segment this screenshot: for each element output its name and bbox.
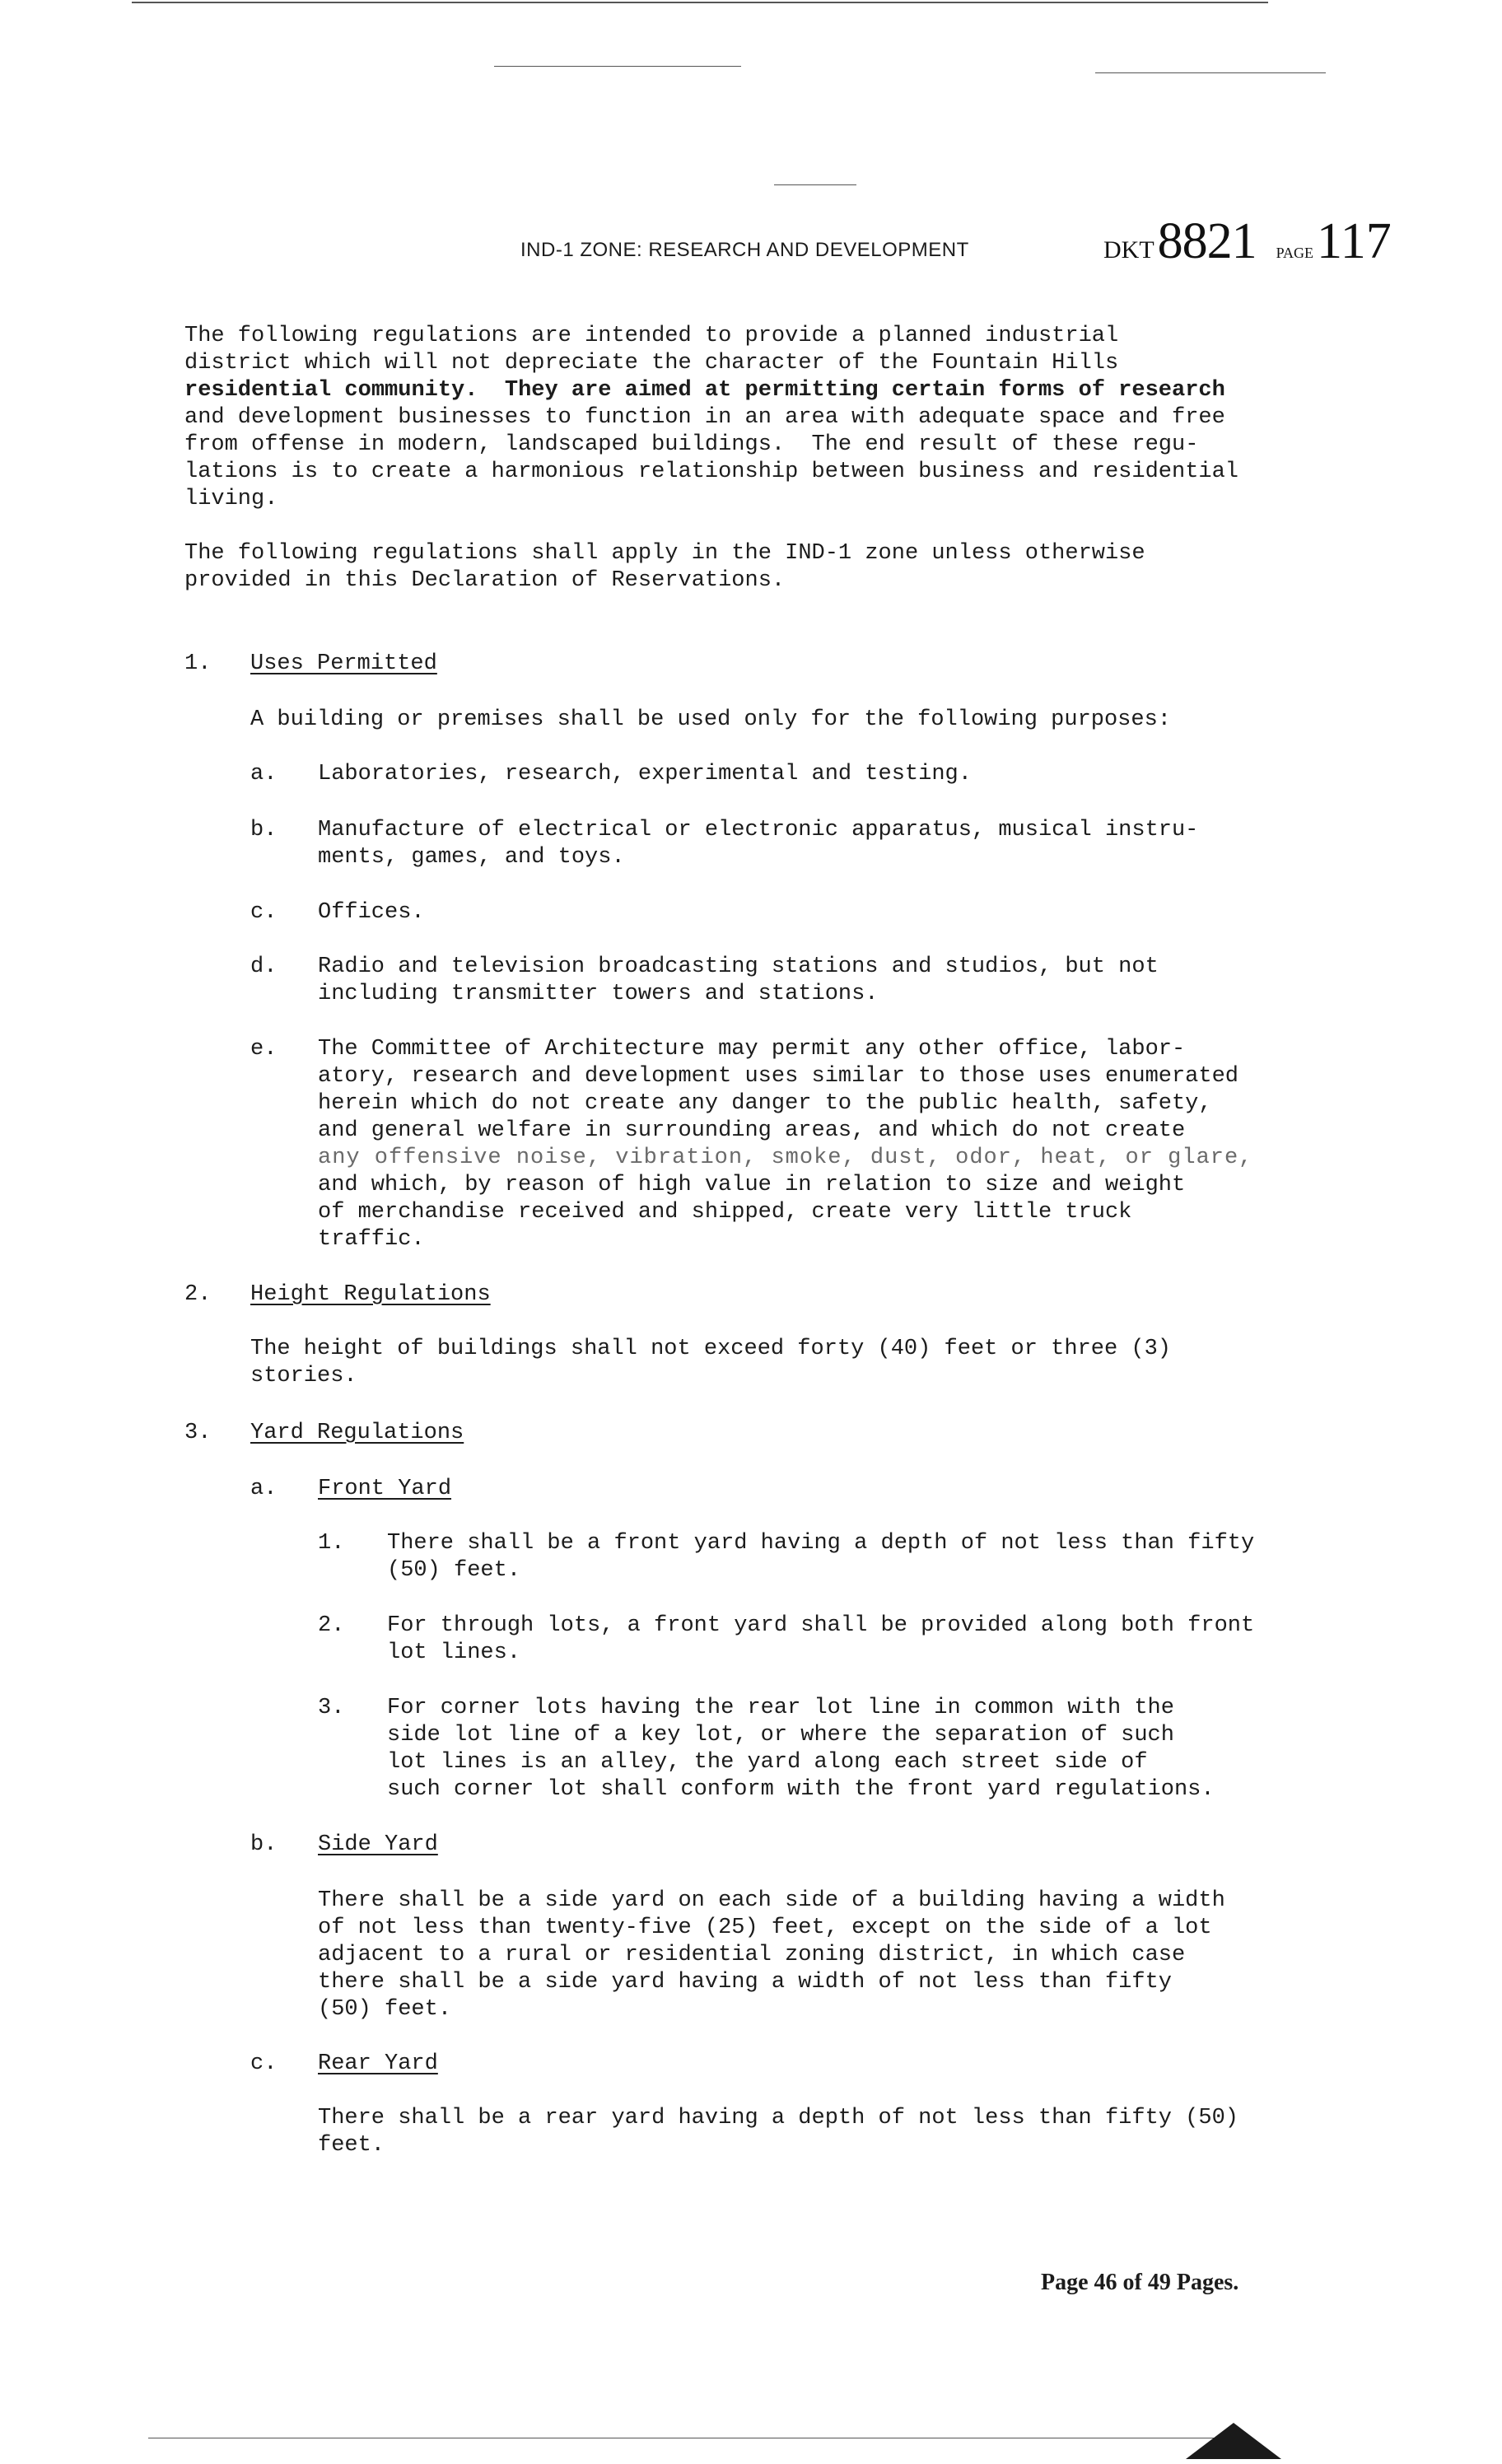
list-item-label: d. xyxy=(250,954,278,979)
subsection-label: b. xyxy=(250,1832,278,1857)
side-yard-title: Side Yard xyxy=(318,1832,438,1857)
page-prefix: PAGE xyxy=(1276,245,1314,261)
list-item-text xyxy=(318,1036,1364,1253)
applicability-paragraph: The following regulations shall apply in the IND-1 zone unless otherwise provided in this Declaration of Reservations. xyxy=(184,541,1145,593)
front-yard-item-text: There shall be a front yard having a depth of not less than fifty (50) feet. xyxy=(387,1531,1255,1583)
intro-text-start: The following regulations are intended to provide a planned industrial district which will not depreciate the character of the Fountain Hills xyxy=(184,324,1119,376)
scan-artifact-corner-mark xyxy=(1186,2423,1281,2459)
item-e-text-end: and which, by reason of high value in relation to size and weight of merchandise received and shipped, create very little truck traffic. xyxy=(318,1173,1186,1252)
list-item-label: a. xyxy=(250,762,278,786)
front-yard-item-number: 3. xyxy=(318,1696,345,1720)
scan-artifact-right-dashes xyxy=(1095,72,1326,73)
section-1-title: Uses Permitted xyxy=(250,651,437,676)
scan-artifact-top-dashes xyxy=(494,66,741,67)
scan-artifact-mid xyxy=(774,184,856,185)
front-yard-item-number: 1. xyxy=(318,1531,345,1556)
section-2-number: 2. xyxy=(184,1282,212,1307)
intro-paragraph xyxy=(184,323,1354,513)
section-3-number: 3. xyxy=(184,1421,212,1445)
subsection-label: c. xyxy=(250,2051,278,2076)
docket-prefix: DKT xyxy=(1103,236,1154,264)
subsection-label: a. xyxy=(250,1477,278,1501)
list-item-label: c. xyxy=(250,900,278,925)
intro-text-end: and development businesses to function in an area with adequate space and free from offense in modern, landscaped buildings. The end result of these regu- lations is to create a harmonious relationship between business and residential living. xyxy=(184,405,1239,511)
list-item-label: e. xyxy=(250,1037,278,1062)
item-e-text-start: The Committee of Architecture may permit any other office, labor- atory, research and development uses similar to those uses enumerated herein which do not create any danger to the public health, safety, and general welfare in surrounding areas, and which do not create xyxy=(318,1037,1238,1143)
section-1-number: 1. xyxy=(184,651,212,676)
list-item-text: Manufacture of electrical or electronic apparatus, musical instru- ments, games, and toys. xyxy=(318,818,1199,870)
rear-yard-text: There shall be a rear yard having a depth of not less than fifty (50) feet. xyxy=(318,2106,1238,2158)
rear-yard-title: Rear Yard xyxy=(318,2051,438,2076)
page-number: 117 xyxy=(1317,213,1392,269)
list-item-text: Laboratories, research, experimental and testing. xyxy=(318,762,972,786)
scan-artifact-top xyxy=(132,2,1268,3)
side-yard-text: There shall be a side yard on each side of a building having a width of not less than twenty-five (25) feet, except on the side of a lot adjacent to a rural or residential zoning district, in which case there shall be a side yard having a width of not less than fifty (50) feet. xyxy=(318,1888,1225,2022)
front-yard-item-number: 2. xyxy=(318,1613,345,1638)
section-1-intro: A building or premises shall be used only for the following purposes: xyxy=(250,707,1171,732)
page-footer: Page 46 of 49 Pages. xyxy=(1041,2270,1239,2295)
section-3-title: Yard Regulations xyxy=(250,1421,464,1445)
list-item-text: Radio and television broadcasting stations and studios, but not including transmitter towers and stations. xyxy=(318,954,1159,1006)
section-2-text: The height of buildings shall not exceed forty (40) feet or three (3) stories. xyxy=(250,1337,1171,1388)
front-yard-title: Front Yard xyxy=(318,1477,452,1501)
page-title: IND-1 ZONE: RESEARCH AND DEVELOPMENT xyxy=(520,239,969,261)
section-2-title: Height Regulations xyxy=(250,1282,491,1307)
docket-number: 8821 xyxy=(1157,213,1257,269)
list-item-text: Offices. xyxy=(318,900,425,925)
intro-text-bold: residential community. They are aimed at permitting certain forms of research xyxy=(184,378,1225,403)
docket-stamp xyxy=(1103,212,1392,271)
front-yard-item-text: For corner lots having the rear lot line in common with the side lot line of a key lot, or where the separation of such lot lines is an alley, the yard along each street side of such corner lot shall conform with the front yard regulations. xyxy=(387,1696,1215,1802)
item-e-text-faded: any offensive noise, vibration, smoke, dust, odor, heat, or glare, xyxy=(318,1146,1253,1170)
list-item-label: b. xyxy=(250,818,278,842)
front-yard-item-text: For through lots, a front yard shall be provided along both front lot lines. xyxy=(387,1613,1255,1665)
